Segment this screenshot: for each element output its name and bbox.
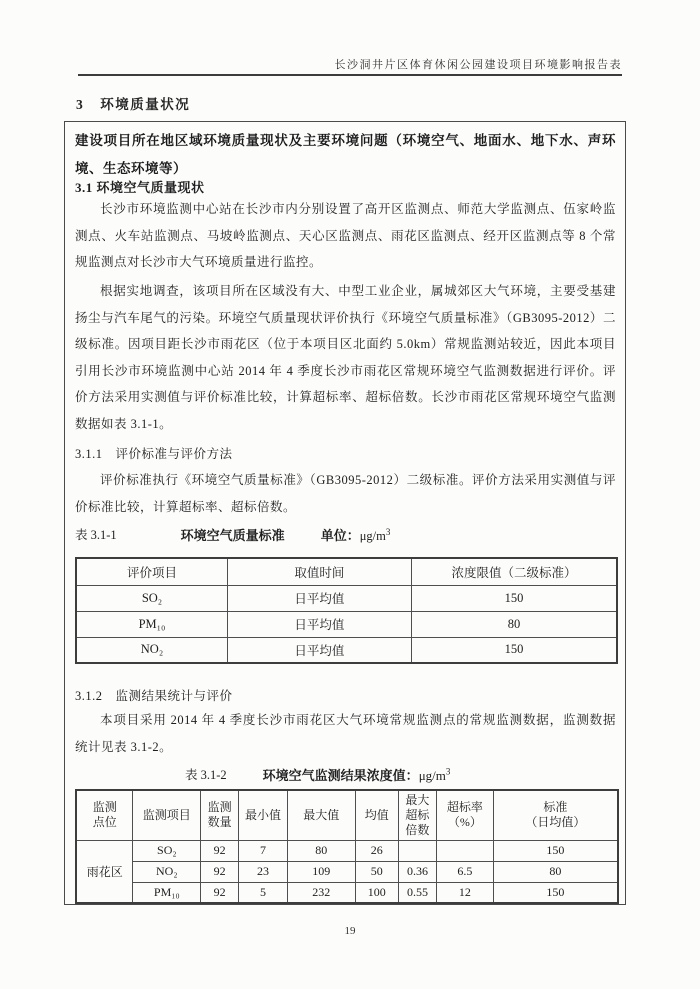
- time-cell: 日平均值: [227, 637, 411, 663]
- unit-exponent: 3: [385, 526, 391, 537]
- limit-cell: 150: [411, 637, 617, 663]
- box-intro-statement: 建设项目所在地区域环境质量现状及主要环境问题（环境空气、地面水、地下水、声环境、生态环境等）: [75, 133, 616, 176]
- table-3-1-1-label: 表 3.1-1: [75, 528, 117, 542]
- pollutant-cell: PM₁₀: [76, 611, 227, 637]
- column-header: 均值: [355, 790, 398, 840]
- column-header: 最大值: [287, 790, 355, 840]
- column-header: 最大 超标 倍数: [398, 790, 436, 840]
- section-3-1-paragraph-2: 根据实地调查，该项目所在区域没有大、中型工业企业，属城郊区大气环境，主要受基建扬尘与汽车尾气的污染。环境空气质量现状评价执行《环境空气质量标准》（GB3095-2012）二级标准。因项目距长沙市雨花区（位于本项目区北面约 5.0km）常规监测站较近，因此本项目引用长沙市环境监测中心站 2014 年 4 季度长沙市雨花区常规环境空气监测数据进行评价。评价方法采用实测值与评价标准比较，计算超标率、超标倍数。长沙市雨花区常规环境空气监测数据如表 3.1-1。: [75, 284, 616, 431]
- exceed-rate-cell: [436, 840, 493, 861]
- unit-base: μg/m: [359, 529, 386, 543]
- exceed-factor-cell: 0.36: [398, 861, 436, 882]
- unit-base: μg/m: [418, 768, 446, 783]
- table-row: [76, 585, 617, 611]
- column-header: 取值时间: [227, 558, 411, 585]
- column-header: 超标率 （%）: [436, 790, 493, 840]
- limit-cell: 80: [411, 611, 617, 637]
- avg-cell: 26: [355, 840, 398, 861]
- time-cell: 日平均值: [227, 611, 411, 637]
- avg-cell: 50: [355, 861, 398, 882]
- table-3-1-1-title: 环境空气质量标准: [180, 528, 285, 543]
- header-divider: [78, 74, 622, 76]
- column-header: 监测 点位: [76, 790, 133, 840]
- standard-cell: 150: [493, 840, 618, 861]
- table-header-row: [76, 558, 617, 585]
- site-cell: 雨花区: [76, 840, 133, 903]
- table-row: [76, 861, 618, 882]
- min-cell: 23: [239, 861, 288, 882]
- table-3-1-2-title: 环境空气监测结果浓度值：$\mu g/m^3$: [262, 766, 451, 783]
- column-header: 监测 数量: [201, 790, 239, 840]
- min-cell: 7: [239, 840, 288, 861]
- column-header: 浓度限值（二级标准）: [411, 558, 617, 585]
- count-cell: 92: [201, 840, 239, 861]
- table-3-1-2-caption: [75, 765, 616, 784]
- time-cell: 日平均值: [227, 585, 411, 611]
- min-cell: 5: [239, 882, 288, 903]
- limit-cell: 150: [411, 585, 617, 611]
- max-cell: 109: [287, 861, 355, 882]
- section-3-1-2-heading: 3.1.2 监测结果统计与评价: [75, 689, 233, 703]
- chapter-number: 3: [76, 97, 85, 112]
- table-3-1-1-unit: [321, 525, 391, 544]
- column-header: 监测项目: [133, 790, 201, 840]
- pollutant-cell: NO₂: [133, 861, 201, 882]
- section-3-1-1-heading: 3.1.1 评价标准与评价方法: [75, 447, 233, 461]
- column-header: 评价项目: [76, 558, 227, 585]
- max-cell: 232: [287, 882, 355, 903]
- exceed-factor-cell: [398, 840, 436, 861]
- pollutant-cell: SO₂: [133, 840, 201, 861]
- report-header-title: 长沙洞井片区体育休闲公园建设项目环境影响报告表: [334, 59, 622, 71]
- page-number: 19: [344, 925, 356, 937]
- column-header: 标准 （日均值）: [493, 790, 618, 840]
- pollutant-cell: NO₂: [76, 637, 227, 663]
- chapter-title: 环境质量状况: [100, 97, 191, 112]
- unit-exponent: 3: [445, 766, 451, 777]
- section-3-1-1-paragraph: 评价标准执行《环境空气质量标准》（GB3095-2012）二级标准。评价方法采用实测值与评价标准比较，计算超标率、超标倍数。: [75, 473, 616, 514]
- chapter-heading: [76, 93, 190, 113]
- avg-cell: 100: [355, 882, 398, 903]
- table-row: [76, 611, 617, 637]
- max-cell: 80: [287, 840, 355, 861]
- table-3-1-1-caption: [75, 525, 616, 544]
- count-cell: 92: [201, 882, 239, 903]
- exceed-rate-cell: 6.5: [436, 861, 493, 882]
- table-3-1-2-label: 表 3.1-2: [185, 768, 227, 782]
- table-row: [76, 882, 618, 903]
- exceed-rate-cell: 12: [436, 882, 493, 903]
- column-header: 最小值: [239, 790, 288, 840]
- air-quality-standard-table: [75, 557, 618, 664]
- content-box: [64, 121, 626, 905]
- standard-cell: 150: [493, 882, 618, 903]
- pollutant-cell: PM₁₀: [133, 882, 201, 903]
- section-3-1-paragraph-1: 长沙市环境监测中心站在长沙市内分别设置了高开区监测点、师范大学监测点、伍家岭监测点、火车站监测点、马坡岭监测点、天心区监测点、雨花区监测点、经开区监测点等 8 个常规监测点对长沙市大气环境质量进行监控。: [75, 202, 616, 269]
- section-3-1-2-paragraph: 本项目采用 2014 年 4 季度长沙市雨花区大气环境常规监测点的常规监测数据，监测数据统计见表 3.1-2。: [75, 713, 616, 754]
- table-row: [76, 840, 618, 861]
- unit-label: 单位：: [320, 528, 360, 543]
- section-3-1-heading: 3.1 环境空气质量现状: [75, 180, 205, 195]
- pollutant-cell: SO₂: [76, 585, 227, 611]
- standard-cell: 80: [493, 861, 618, 882]
- monitoring-results-table: [75, 789, 619, 904]
- table-row: [76, 637, 617, 663]
- table-header-row: [76, 790, 618, 840]
- exceed-factor-cell: 0.55: [398, 882, 436, 903]
- count-cell: 92: [201, 861, 239, 882]
